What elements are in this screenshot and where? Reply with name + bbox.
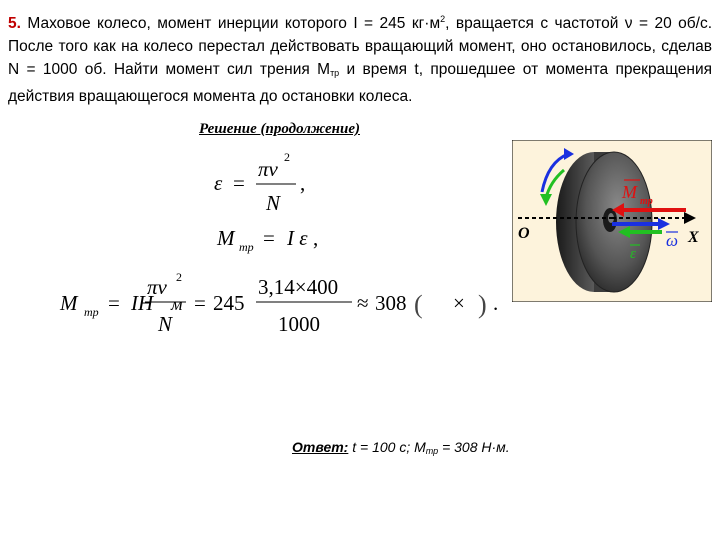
frac2-num: πν — [147, 275, 167, 299]
m-lhs-sub: тр — [239, 240, 254, 254]
label-M: M — [622, 182, 637, 202]
problem-text-2: , вращается с частотой ν = 20 об/с. После того как на колесо перестал действовать вращающий момент, оно остановилось, сделав N = 1000 об. Найти момент сил трения M — [8, 15, 713, 78]
eq-3: = — [108, 291, 120, 315]
m-i: IH — [131, 291, 154, 315]
result: 308 — [375, 291, 407, 315]
answer-text-1: t = 100 с; M — [348, 439, 426, 455]
approx: ≈ — [357, 291, 369, 315]
eq-1: = — [233, 171, 245, 195]
comma-1: , — [300, 171, 306, 195]
problem-text-sup: 2 — [440, 14, 446, 24]
label-O: O — [518, 225, 530, 242]
m-lhs: M — [217, 226, 235, 250]
frac3-num: 3,14×400 — [258, 275, 339, 299]
answer-text-2: = 308 Н·м. — [438, 439, 510, 455]
val-245: 245 — [213, 291, 245, 315]
eq-4: = — [194, 291, 206, 315]
m-lhs-2: M — [60, 291, 78, 315]
label-M-sub: тр — [640, 196, 653, 207]
label-epsilon: ε — [630, 246, 636, 262]
problem-text-1: Маховое колесо, момент инерции которого I = 245 кг·м — [27, 15, 441, 32]
solution-title: Решение (продолжение) — [199, 121, 360, 137]
answer — [292, 439, 510, 456]
eps-lhs: ε — [214, 171, 223, 195]
frac3-den: 1000 — [278, 312, 320, 336]
comma-2: , — [313, 226, 319, 250]
label-X: X — [688, 229, 699, 246]
problem-text-sub: тр — [330, 68, 340, 78]
flywheel-diagram — [512, 140, 712, 302]
problem-text-3: и время t, прошедшее от момента прекращения действия вращающегося момента до остановки колеса. — [8, 61, 712, 105]
eq-2: = — [263, 226, 275, 250]
answer-label: Ответ: — [292, 439, 349, 455]
times: × — [453, 291, 465, 315]
period: . — [493, 291, 499, 315]
frac1-sq: 2 — [284, 150, 290, 164]
m-unit: м — [171, 294, 183, 314]
frac2-sq: 2 — [176, 270, 182, 284]
frac2-den: N — [158, 312, 173, 336]
problem-number: 5. — [8, 15, 21, 32]
answer-sub: тр — [425, 446, 439, 456]
frac1-num: πν — [258, 157, 278, 181]
label-omega: ω — [666, 231, 679, 250]
m-lhs-2-sub: тр — [84, 305, 99, 319]
frac1-den: N — [266, 191, 281, 215]
i-eps: I ε — [287, 226, 308, 250]
paren-left: ( — [414, 290, 423, 319]
paren-right: ) — [478, 290, 487, 319]
